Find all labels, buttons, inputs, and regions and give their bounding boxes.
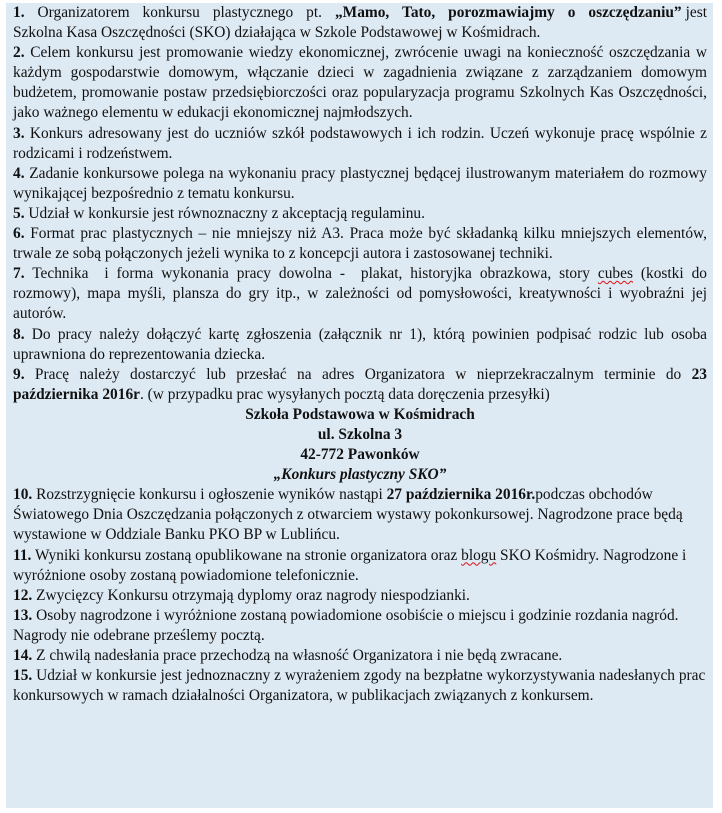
deadline-date: 23 października 2016r <box>13 365 707 403</box>
rule-12 <box>13 586 707 606</box>
regulations-document <box>6 3 713 808</box>
rule-number: 13. <box>13 606 33 624</box>
rule-text: jest Szkolna Kasa Oszczędności (SKO) działająca w Szkole Podstawowej w Kośmidrach. <box>13 4 707 42</box>
rule-5 <box>13 204 707 224</box>
rule-11 <box>13 546 707 586</box>
rule-1 <box>13 3 707 43</box>
rule-2 <box>13 43 707 123</box>
rule-text: (kostki do rozmowy), mapa myśli, plansza do gry itp., w zależności od pomysłowości, kreatywności i wyobraźni jej autorów. <box>13 265 707 323</box>
rule-text: Rozstrzygnięcie konkursu i ogłoszenie wyników nastąpi <box>32 486 387 504</box>
rule-number: 4. <box>13 164 25 182</box>
rule-6 <box>13 224 707 264</box>
rule-text: Zadanie konkursowe polega na wykonaniu pracy plastycznej będącej ilustrowanym materiałem do rozmowy wynikającej bezpośrednio z tematu konkursu. <box>13 164 707 202</box>
rule-text: Celem konkursu jest promowanie wiedzy ekonomicznej, zwrócenie uwagi na konieczność oszczędzania w każdym gospodarstwie domowym, włączanie dzieci w zagadnienia związane z zarządzaniem domowym budżetem, promowanie postaw przedsiębiorczości oraz popularyzacja programu Szkolnych Kas Oszczędności, jako ważnego elementu w edukacji ekonomicznej najmłodszych. <box>13 44 707 122</box>
rule-text: Udział w konkursie jest równoznaczny z akceptacją regulaminu. <box>24 204 425 222</box>
rule-number: 10. <box>13 486 33 504</box>
rule-number: 2. <box>13 44 25 62</box>
rule-text: Pracę należy dostarczyć lub przesłać na adres Organizatora w nieprzekraczalnym terminie do <box>24 365 692 383</box>
rule-text: SKO Kośmidry. Nagrodzone i wyróżnione osoby zostaną powiadomione telefonicznie. <box>13 546 687 584</box>
rule-text: Udział w konkursie jest jednoznaczny z wyrażeniem zgody na bezpłatne wykorzystywania nadesłanych prac konkursowych w ramach działalności Organizatora, w publikacjach związanych z konkursem. <box>13 667 706 705</box>
rule-text: Organizatorem konkursu plastycznego pt. <box>24 4 335 21</box>
rule-number: 8. <box>13 325 25 343</box>
address-postcode: 42-772 Pawonków <box>300 446 420 464</box>
rule-number: 1. <box>13 4 25 21</box>
rule-3 <box>13 124 707 164</box>
address-street: ul. Szkolna 3 <box>317 425 403 443</box>
rule-text: Wyniki konkursu zostaną opublikowane na stronie organizatora oraz <box>31 546 462 564</box>
rule-text: Format prac plastycznych – nie mniejszy niż A3. Praca może być składanką kilku mniejszych elementów, trwale ze sobą połączonych jeżeli wynika to z koncepcji autora i zastosowanej techniki. <box>13 225 707 263</box>
spellcheck-word: cubes <box>597 265 633 283</box>
spellcheck-word: blogu <box>461 546 497 564</box>
rule-text: podczas obchodów Światowego Dnia Oszczędzania połączonych z otwarciem wystawy pokonkursowej. Nagrodzone prace będą wystawione w Oddziale Banku PKO BP w Lublińcu. <box>13 486 683 544</box>
rule-4 <box>13 164 707 204</box>
rule-number: 11. <box>13 546 32 564</box>
address-label: „Konkurs plastyczny SKO” <box>273 466 447 484</box>
rule-10 <box>13 485 707 545</box>
rule-number: 15. <box>13 667 33 685</box>
rule-text: Zwycięzcy Konkursu otrzymają dyplomy oraz nagrody niespodzianki. <box>32 586 470 604</box>
rule-9 <box>13 365 707 405</box>
rule-15 <box>13 666 707 706</box>
rule-number: 12. <box>13 586 33 604</box>
rule-text: Do pracy należy dołączyć kartę zgłoszenia (załącznik nr 1), którą powinien podpisać rodzic lub osoba uprawniona do reprezentowania dziecka. <box>13 325 707 363</box>
rule-number: 6. <box>13 225 25 243</box>
rule-text: Z chwilą nadesłania prace przechodzą na własność Organizatora i nie będą zwracane. <box>32 647 563 664</box>
rule-text: Technika i forma wykonania pracy dowolna - plakat, historyjka obrazkowa, story <box>24 265 598 283</box>
rule-text: Konkurs adresowany jest do uczniów szkół podstawowych i ich rodzin. Uczeń wykonuje pracę wspólnie z rodzicami i rodzeństwem. <box>13 124 707 162</box>
rule-number: 3. <box>13 124 25 142</box>
rule-text: . (w przypadku prac wysyłanych pocztą data doręczenia przesyłki) <box>139 385 550 403</box>
results-date: 27 października 2016r. <box>386 486 536 504</box>
rule-number: 9. <box>13 365 25 383</box>
rule-number: 5. <box>13 204 25 222</box>
rule-number: 14. <box>13 647 33 664</box>
rule-text: Osoby nagrodzone i wyróżnione zostaną powiadomione osobiście o miejscu i godzinie rozdania nagród. Nagrody nie odebrane prześlemy pocztą. <box>13 606 679 644</box>
rule-number: 7. <box>13 265 25 283</box>
address-school: Szkoła Podstawowa w Kośmidrach <box>245 405 475 423</box>
rule-14 <box>13 646 707 666</box>
contest-title: „Mamo, Tato, porozmawiajmy o oszczędzaniu” <box>334 4 682 21</box>
rule-8 <box>13 325 707 365</box>
rule-13 <box>13 606 707 646</box>
rule-7 <box>13 264 707 324</box>
